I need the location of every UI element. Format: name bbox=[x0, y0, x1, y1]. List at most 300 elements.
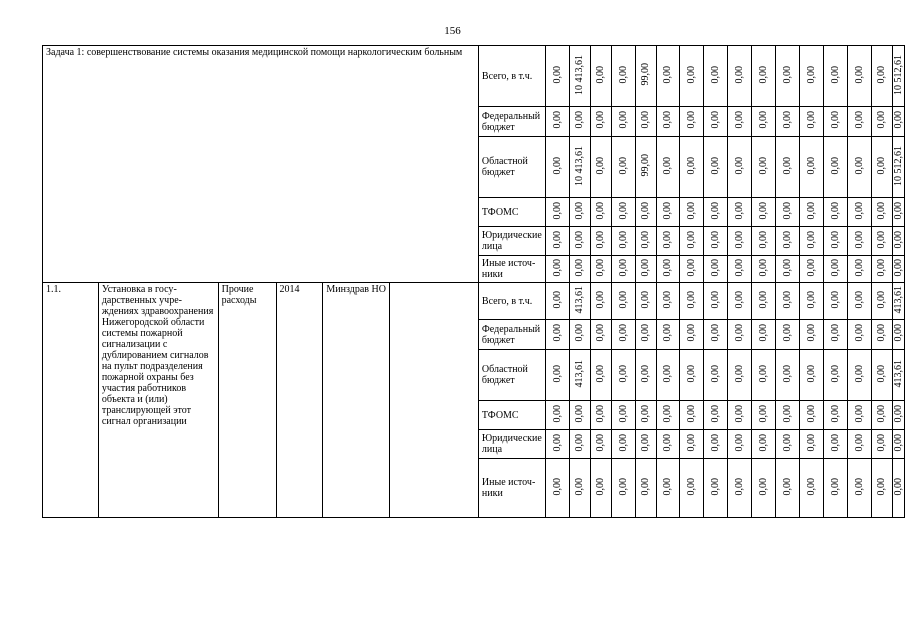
value-cell bbox=[569, 107, 590, 137]
value-cell bbox=[776, 283, 800, 320]
value-cell bbox=[776, 401, 800, 430]
value-cell bbox=[776, 256, 800, 283]
value-cell bbox=[776, 459, 800, 518]
value-cell bbox=[848, 401, 872, 430]
value-text: 0,00 bbox=[617, 111, 629, 129]
value-text: 0,00 bbox=[710, 433, 722, 452]
value-text: 0,00 bbox=[617, 201, 629, 220]
value-text: 0,00 bbox=[893, 230, 904, 249]
value-cell bbox=[656, 430, 680, 459]
value-text: 0,00 bbox=[662, 230, 674, 249]
value-cell bbox=[871, 107, 892, 137]
value-cell bbox=[656, 256, 680, 283]
value-cell bbox=[680, 350, 704, 401]
value-text: 0,00 bbox=[640, 290, 652, 309]
value-cell bbox=[776, 350, 800, 401]
value-cell bbox=[776, 227, 800, 256]
value-text: 0,00 bbox=[830, 65, 842, 84]
value-text: 0,00 bbox=[782, 111, 794, 129]
value-cell bbox=[704, 459, 728, 518]
value-text: 0,00 bbox=[853, 433, 865, 452]
value-cell bbox=[545, 198, 569, 227]
funding-source-label: Областной бюджет bbox=[478, 137, 545, 198]
value-cell bbox=[893, 227, 905, 256]
value-text: 413,61 bbox=[574, 359, 586, 388]
value-cell bbox=[800, 107, 824, 137]
value-text: 413,61 bbox=[893, 285, 904, 314]
value-cell bbox=[590, 350, 611, 401]
value-cell bbox=[776, 320, 800, 350]
value-cell bbox=[635, 198, 656, 227]
value-cell bbox=[824, 459, 848, 518]
value-cell bbox=[893, 401, 905, 430]
value-cell bbox=[871, 256, 892, 283]
value-cell bbox=[704, 401, 728, 430]
value-text: 0,00 bbox=[574, 433, 586, 452]
value-text: 0,00 bbox=[830, 111, 842, 129]
value-text: 10 413,61 bbox=[574, 54, 586, 95]
value-text: 0,00 bbox=[617, 258, 629, 277]
value-text: 0,00 bbox=[806, 477, 818, 496]
value-text: 0,00 bbox=[662, 258, 674, 277]
value-cell bbox=[728, 198, 752, 227]
value-text: 0,00 bbox=[551, 324, 563, 342]
value-cell bbox=[545, 430, 569, 459]
value-cell bbox=[590, 107, 611, 137]
value-cell bbox=[752, 107, 776, 137]
value-cell bbox=[545, 283, 569, 320]
value-text: 0,00 bbox=[806, 156, 818, 175]
value-cell bbox=[728, 137, 752, 198]
value-text: 0,00 bbox=[734, 156, 746, 175]
value-cell bbox=[752, 459, 776, 518]
funding-source-label: Юридические лица bbox=[478, 430, 545, 459]
value-cell bbox=[680, 227, 704, 256]
value-cell bbox=[728, 256, 752, 283]
value-text: 0,00 bbox=[710, 230, 722, 249]
item-row bbox=[43, 283, 905, 320]
value-text: 0,00 bbox=[686, 230, 698, 249]
value-cell bbox=[824, 107, 848, 137]
value-text: 0,00 bbox=[617, 65, 629, 84]
value-cell bbox=[656, 459, 680, 518]
value-text: 0,00 bbox=[574, 324, 586, 342]
funding-source-label: Всего, в т.ч. bbox=[478, 46, 545, 107]
value-text: 0,00 bbox=[782, 404, 794, 423]
value-cell bbox=[590, 46, 611, 107]
value-cell bbox=[704, 198, 728, 227]
value-text: 0,00 bbox=[853, 404, 865, 423]
value-text: 0,00 bbox=[893, 433, 904, 452]
budget-table bbox=[42, 45, 905, 518]
item-year: 2014 bbox=[276, 283, 323, 518]
value-cell bbox=[848, 137, 872, 198]
value-text: 0,00 bbox=[574, 477, 586, 496]
value-text: 0,00 bbox=[734, 364, 746, 383]
value-text: 0,00 bbox=[876, 433, 888, 452]
value-text: 0,00 bbox=[595, 404, 607, 423]
value-cell bbox=[635, 256, 656, 283]
value-text: 0,00 bbox=[734, 201, 746, 220]
value-text: 0,00 bbox=[710, 201, 722, 220]
value-text: 0,00 bbox=[662, 111, 674, 129]
value-text: 0,00 bbox=[686, 404, 698, 423]
value-text: 0,00 bbox=[734, 404, 746, 423]
value-text: 0,00 bbox=[595, 364, 607, 383]
value-text: 0,00 bbox=[806, 201, 818, 220]
value-text: 0,00 bbox=[617, 290, 629, 309]
value-cell bbox=[590, 430, 611, 459]
value-text: 0,00 bbox=[782, 477, 794, 496]
value-cell bbox=[824, 401, 848, 430]
value-text: 0,00 bbox=[830, 230, 842, 249]
value-cell bbox=[848, 430, 872, 459]
value-text: 0,00 bbox=[595, 111, 607, 129]
value-text: 0,00 bbox=[686, 364, 698, 383]
value-cell bbox=[704, 256, 728, 283]
value-cell bbox=[569, 320, 590, 350]
value-cell bbox=[824, 46, 848, 107]
value-text: 0,00 bbox=[617, 433, 629, 452]
value-cell bbox=[611, 137, 635, 198]
value-cell bbox=[611, 107, 635, 137]
value-text: 0,00 bbox=[710, 290, 722, 309]
task-title: Задача 1: совершенствование системы оказания медицинской помощи наркологическим больным bbox=[43, 46, 479, 283]
value-cell bbox=[893, 320, 905, 350]
value-text: 0,00 bbox=[830, 324, 842, 342]
value-cell bbox=[800, 198, 824, 227]
value-cell bbox=[871, 430, 892, 459]
value-text: 0,00 bbox=[551, 230, 563, 249]
value-cell bbox=[656, 320, 680, 350]
value-cell bbox=[704, 227, 728, 256]
value-cell bbox=[800, 227, 824, 256]
value-cell bbox=[848, 283, 872, 320]
value-cell bbox=[656, 283, 680, 320]
value-cell bbox=[680, 198, 704, 227]
value-text: 10 512,61 bbox=[893, 145, 904, 186]
value-text: 0,00 bbox=[806, 258, 818, 277]
value-text: 0,00 bbox=[574, 111, 586, 129]
item-description: Установка в государственных учреждениях здравоохранения Нижегородской области системы пожарной сигнализации с дублированием сигналов на пульт подразделения пожарной охраны без участия работников объекта и (или) транслирующей этот сигнал организации bbox=[98, 283, 218, 518]
value-cell bbox=[590, 401, 611, 430]
value-text: 0,00 bbox=[595, 201, 607, 220]
value-cell bbox=[752, 283, 776, 320]
value-text: 0,00 bbox=[640, 230, 652, 249]
value-cell bbox=[893, 459, 905, 518]
value-text: 0,00 bbox=[830, 258, 842, 277]
value-text: 0,00 bbox=[734, 230, 746, 249]
value-cell bbox=[569, 459, 590, 518]
value-cell bbox=[893, 430, 905, 459]
value-cell bbox=[800, 137, 824, 198]
value-text: 0,00 bbox=[893, 201, 904, 220]
value-cell bbox=[728, 46, 752, 107]
value-text: 0,00 bbox=[595, 477, 607, 496]
value-text: 10 413,61 bbox=[574, 145, 586, 186]
value-cell bbox=[590, 256, 611, 283]
value-text: 0,00 bbox=[686, 477, 698, 496]
value-cell bbox=[635, 227, 656, 256]
value-text: 0,00 bbox=[551, 201, 563, 220]
value-cell bbox=[752, 401, 776, 430]
value-text: 0,00 bbox=[853, 290, 865, 309]
value-cell bbox=[569, 350, 590, 401]
value-cell bbox=[611, 256, 635, 283]
value-text: 0,00 bbox=[876, 404, 888, 423]
value-cell bbox=[752, 46, 776, 107]
value-cell bbox=[611, 401, 635, 430]
value-text: 0,00 bbox=[551, 258, 563, 277]
value-cell bbox=[871, 46, 892, 107]
value-text: 0,00 bbox=[830, 290, 842, 309]
value-cell bbox=[752, 430, 776, 459]
value-cell bbox=[569, 430, 590, 459]
value-cell bbox=[800, 350, 824, 401]
value-text: 0,00 bbox=[782, 156, 794, 175]
value-cell bbox=[680, 137, 704, 198]
value-text: 0,00 bbox=[782, 258, 794, 277]
value-cell bbox=[800, 256, 824, 283]
value-cell bbox=[871, 350, 892, 401]
funding-source-label: Федеральный бюджет bbox=[478, 107, 545, 137]
value-text: 0,00 bbox=[551, 111, 563, 129]
value-text: 10 512,61 bbox=[893, 54, 904, 95]
value-cell bbox=[704, 46, 728, 107]
value-cell bbox=[871, 198, 892, 227]
value-cell bbox=[545, 227, 569, 256]
value-cell bbox=[635, 320, 656, 350]
value-text: 0,00 bbox=[686, 324, 698, 342]
value-cell bbox=[611, 430, 635, 459]
value-cell bbox=[656, 227, 680, 256]
value-text: 0,00 bbox=[686, 156, 698, 175]
value-text: 0,00 bbox=[574, 230, 586, 249]
value-text: 0,00 bbox=[662, 156, 674, 175]
value-text: 0,00 bbox=[662, 324, 674, 342]
value-cell bbox=[824, 137, 848, 198]
value-text: 0,00 bbox=[734, 433, 746, 452]
value-cell bbox=[545, 46, 569, 107]
value-text: 0,00 bbox=[710, 364, 722, 383]
value-text: 0,00 bbox=[551, 290, 563, 309]
value-text: 0,00 bbox=[662, 201, 674, 220]
value-text: 0,00 bbox=[710, 65, 722, 84]
value-text: 99,00 bbox=[640, 63, 652, 86]
value-text: 0,00 bbox=[710, 258, 722, 277]
value-text: 0,00 bbox=[758, 324, 770, 342]
value-text: 0,00 bbox=[686, 433, 698, 452]
value-cell bbox=[848, 320, 872, 350]
value-cell bbox=[545, 137, 569, 198]
value-cell bbox=[848, 107, 872, 137]
value-cell bbox=[824, 430, 848, 459]
value-text: 0,00 bbox=[662, 65, 674, 84]
value-cell bbox=[824, 227, 848, 256]
value-cell bbox=[680, 256, 704, 283]
value-cell bbox=[704, 320, 728, 350]
value-text: 0,00 bbox=[830, 201, 842, 220]
funding-source-label: ТФОМС bbox=[478, 401, 545, 430]
value-cell bbox=[656, 137, 680, 198]
value-text: 0,00 bbox=[782, 230, 794, 249]
value-text: 0,00 bbox=[595, 324, 607, 342]
value-text: 0,00 bbox=[734, 324, 746, 342]
value-cell bbox=[569, 137, 590, 198]
value-cell bbox=[800, 401, 824, 430]
value-cell bbox=[871, 320, 892, 350]
item-executor: Минздрав НО bbox=[323, 283, 390, 518]
value-cell bbox=[728, 401, 752, 430]
value-cell bbox=[635, 459, 656, 518]
value-text: 99,00 bbox=[640, 154, 652, 177]
value-cell bbox=[656, 401, 680, 430]
value-cell bbox=[704, 283, 728, 320]
value-cell bbox=[871, 137, 892, 198]
value-cell bbox=[824, 350, 848, 401]
value-cell bbox=[611, 320, 635, 350]
value-cell bbox=[680, 107, 704, 137]
value-cell bbox=[569, 198, 590, 227]
value-text: 0,00 bbox=[782, 364, 794, 383]
value-text: 0,00 bbox=[617, 156, 629, 175]
value-cell bbox=[893, 107, 905, 137]
funding-source-label: Иные источники bbox=[478, 459, 545, 518]
funding-source-label: Федеральный бюджет bbox=[478, 320, 545, 350]
value-text: 0,00 bbox=[686, 65, 698, 84]
value-text: 0,00 bbox=[551, 404, 563, 423]
value-text: 0,00 bbox=[806, 290, 818, 309]
value-cell bbox=[893, 46, 905, 107]
value-cell bbox=[590, 283, 611, 320]
value-cell bbox=[800, 430, 824, 459]
value-cell bbox=[871, 283, 892, 320]
value-text: 0,00 bbox=[734, 111, 746, 129]
value-cell bbox=[680, 46, 704, 107]
value-text: 0,00 bbox=[853, 324, 865, 342]
value-text: 0,00 bbox=[617, 230, 629, 249]
value-cell bbox=[776, 107, 800, 137]
value-cell bbox=[569, 227, 590, 256]
value-cell bbox=[776, 137, 800, 198]
value-cell bbox=[871, 459, 892, 518]
value-cell bbox=[752, 227, 776, 256]
value-cell bbox=[545, 350, 569, 401]
value-text: 0,00 bbox=[758, 156, 770, 175]
value-text: 0,00 bbox=[595, 65, 607, 84]
value-cell bbox=[545, 320, 569, 350]
value-text: 0,00 bbox=[853, 258, 865, 277]
value-text: 0,00 bbox=[595, 156, 607, 175]
value-text: 0,00 bbox=[710, 324, 722, 342]
funding-source-label: Всего, в т.ч. bbox=[478, 283, 545, 320]
value-cell bbox=[569, 46, 590, 107]
value-cell bbox=[704, 350, 728, 401]
value-cell bbox=[680, 283, 704, 320]
value-cell bbox=[611, 198, 635, 227]
value-cell bbox=[728, 107, 752, 137]
value-text: 0,00 bbox=[876, 65, 888, 84]
value-cell bbox=[848, 46, 872, 107]
value-cell bbox=[800, 320, 824, 350]
value-text: 0,00 bbox=[640, 258, 652, 277]
value-text: 0,00 bbox=[617, 364, 629, 383]
value-cell bbox=[635, 350, 656, 401]
value-text: 0,00 bbox=[758, 290, 770, 309]
value-cell bbox=[569, 256, 590, 283]
value-text: 0,00 bbox=[830, 433, 842, 452]
value-cell bbox=[590, 198, 611, 227]
value-cell bbox=[545, 107, 569, 137]
value-cell bbox=[635, 46, 656, 107]
value-text: 0,00 bbox=[853, 201, 865, 220]
value-text: 0,00 bbox=[551, 156, 563, 175]
value-text: 0,00 bbox=[893, 111, 904, 129]
value-text: 0,00 bbox=[662, 364, 674, 383]
value-cell bbox=[656, 350, 680, 401]
value-text: 0,00 bbox=[893, 477, 904, 496]
value-cell bbox=[680, 430, 704, 459]
value-text: 0,00 bbox=[830, 477, 842, 496]
value-text: 0,00 bbox=[830, 364, 842, 383]
value-cell bbox=[545, 256, 569, 283]
value-cell bbox=[590, 227, 611, 256]
value-text: 0,00 bbox=[640, 477, 652, 496]
value-text: 0,00 bbox=[758, 477, 770, 496]
value-cell bbox=[848, 459, 872, 518]
value-text: 0,00 bbox=[876, 230, 888, 249]
value-text: 0,00 bbox=[853, 364, 865, 383]
value-cell bbox=[871, 401, 892, 430]
value-cell bbox=[635, 137, 656, 198]
value-text: 0,00 bbox=[551, 364, 563, 383]
value-text: 0,00 bbox=[686, 290, 698, 309]
value-text: 0,00 bbox=[876, 201, 888, 220]
value-cell bbox=[752, 198, 776, 227]
value-text: 0,00 bbox=[782, 201, 794, 220]
item-number: 1.1. bbox=[43, 283, 99, 518]
value-text: 0,00 bbox=[734, 290, 746, 309]
value-cell bbox=[680, 459, 704, 518]
value-cell bbox=[893, 256, 905, 283]
value-cell bbox=[893, 283, 905, 320]
value-text: 0,00 bbox=[782, 324, 794, 342]
value-text: 0,00 bbox=[640, 201, 652, 220]
value-text: 0,00 bbox=[640, 324, 652, 342]
value-text: 0,00 bbox=[640, 433, 652, 452]
value-text: 0,00 bbox=[710, 156, 722, 175]
value-cell bbox=[728, 459, 752, 518]
value-text: 0,00 bbox=[686, 258, 698, 277]
value-cell bbox=[776, 198, 800, 227]
value-text: 0,00 bbox=[876, 477, 888, 496]
value-cell bbox=[704, 430, 728, 459]
value-text: 0,00 bbox=[853, 230, 865, 249]
value-text: 0,00 bbox=[830, 156, 842, 175]
value-cell bbox=[848, 350, 872, 401]
value-cell bbox=[871, 227, 892, 256]
value-cell bbox=[545, 459, 569, 518]
value-text: 0,00 bbox=[595, 230, 607, 249]
value-cell bbox=[752, 350, 776, 401]
value-cell bbox=[848, 227, 872, 256]
value-text: 0,00 bbox=[640, 364, 652, 383]
value-cell bbox=[893, 137, 905, 198]
funding-source-label: ТФОМС bbox=[478, 198, 545, 227]
value-cell bbox=[752, 256, 776, 283]
value-text: 0,00 bbox=[595, 433, 607, 452]
value-cell bbox=[611, 46, 635, 107]
